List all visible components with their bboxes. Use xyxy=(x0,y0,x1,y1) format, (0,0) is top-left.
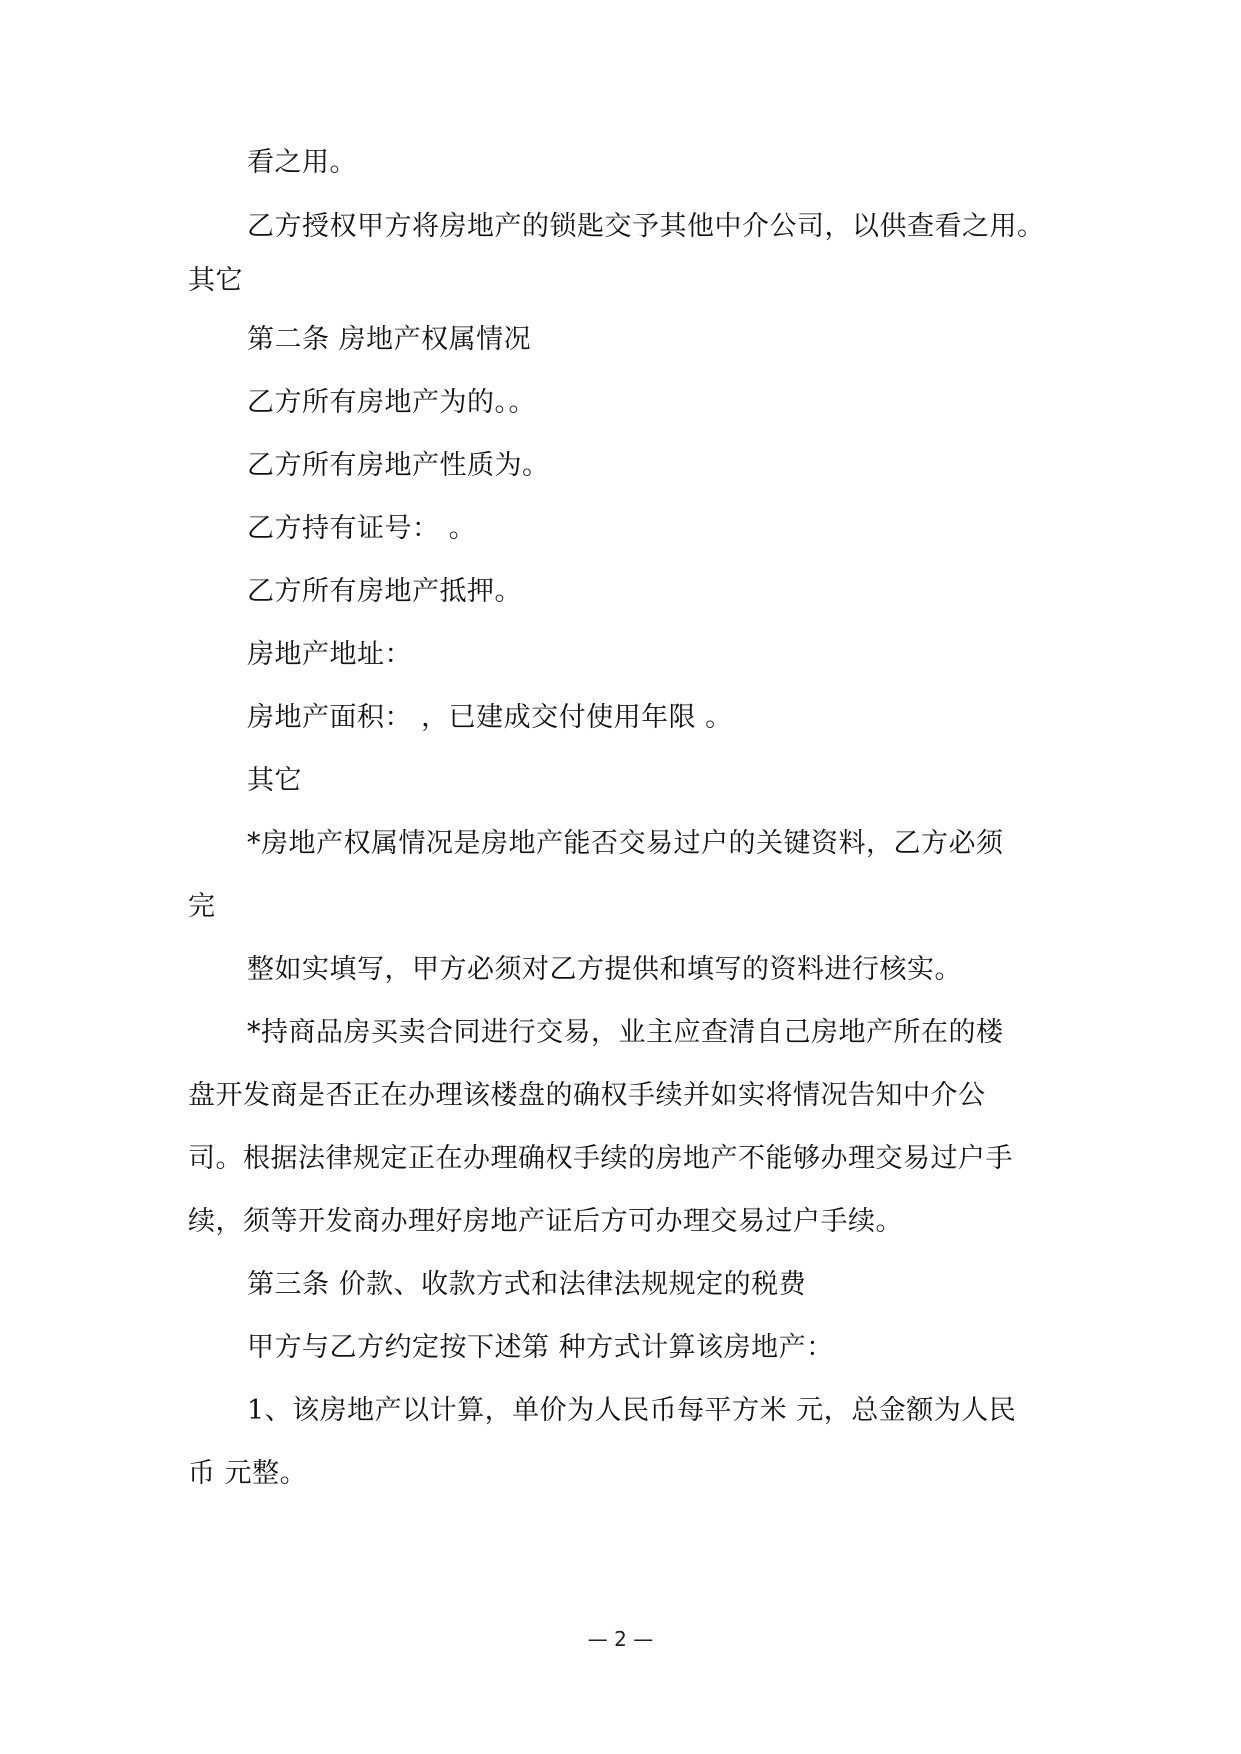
paragraph-line: 乙方授权甲方将房地产的锁匙交予其他中介公司，以供查看之用。 xyxy=(247,211,1045,242)
note-line: *持商品房买卖合同进行交易，业主应查清自己房地产所在的楼 xyxy=(247,1017,1004,1048)
article-heading: 第三条 价款、收款方式和法律法规规定的税费 xyxy=(247,1269,807,1300)
paragraph-line: 其它 xyxy=(188,265,243,296)
article-heading: 第二条 房地产权属情况 xyxy=(247,324,532,355)
note-line: 完 xyxy=(188,891,216,922)
paragraph-line: 乙方持有证号： 。 xyxy=(247,513,477,544)
page-number: — 2 — xyxy=(587,1627,654,1651)
note-line: 整如实填写，甲方必须对乙方提供和填写的资料进行核实。 xyxy=(247,954,962,985)
paragraph-line: 币 元整。 xyxy=(188,1458,308,1489)
paragraph-line: 1、该房地产以计算，单价为人民币每平方米 元，总金额为人民 xyxy=(247,1395,1017,1426)
note-line: 盘开发商是否正在办理该楼盘的确权手续并如实将情况告知中介公 xyxy=(188,1080,986,1111)
paragraph-line: 乙方所有房地产性质为。 xyxy=(247,450,550,481)
note-line: 司。根据法律规定正在办理确权手续的房地产不能够办理交易过户手 xyxy=(188,1143,1013,1174)
paragraph-line: 乙方所有房地产为的。。 xyxy=(247,387,536,418)
note-line: *房地产权属情况是房地产能否交易过户的关键资料，乙方必须 xyxy=(247,828,1004,859)
paragraph-line: 其它 xyxy=(247,765,302,796)
paragraph-line: 房地产面积： ，已建成交付使用年限 。 xyxy=(247,702,733,733)
paragraph-line: 房地产地址： xyxy=(247,639,412,670)
paragraph-line: 甲方与乙方约定按下述第 种方式计算该房地产： xyxy=(247,1332,834,1363)
paragraph-line: 看之用。 xyxy=(247,147,357,178)
note-line: 续，须等开发商办理好房地产证后方可办理交易过户手续。 xyxy=(188,1206,903,1237)
paragraph-line: 乙方所有房地产抵押。 xyxy=(247,576,522,607)
